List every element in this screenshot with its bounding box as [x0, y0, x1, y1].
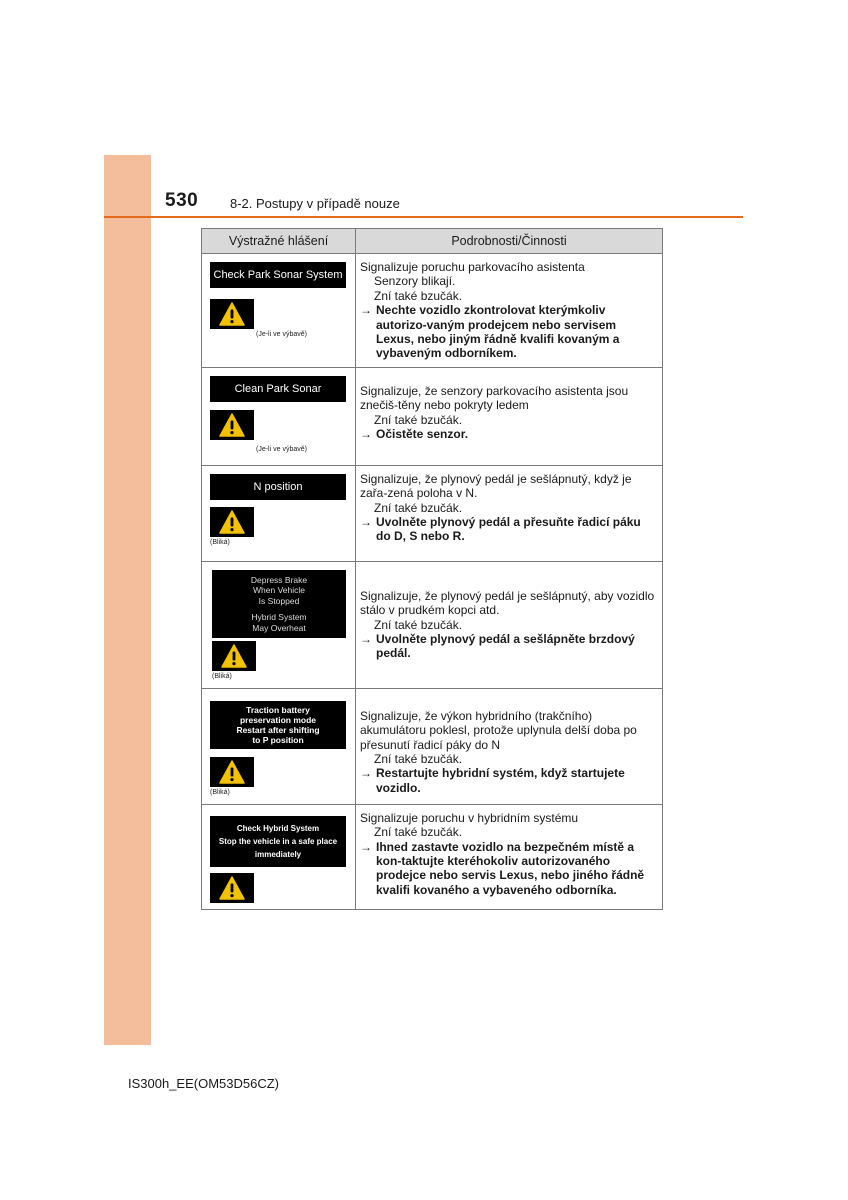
display-screen	[210, 701, 346, 749]
arrow-icon: →	[360, 427, 372, 442]
display-screen	[210, 816, 346, 867]
arrow-icon: →	[360, 303, 372, 318]
details-cell	[356, 367, 663, 465]
blink-note: (Bliká)	[210, 788, 230, 796]
details-cell	[356, 465, 663, 561]
page-number: 530	[165, 190, 199, 211]
description-text: Signalizuje poruchu v hybridním systému	[360, 810, 579, 825]
warning-icon-box	[210, 873, 254, 903]
arrow-icon: →	[360, 839, 372, 854]
action-text	[360, 840, 656, 898]
arrow-icon: →	[360, 632, 372, 647]
indent-text: Zní také bzučák.	[374, 752, 463, 767]
display-screen	[210, 262, 346, 288]
warning-triangle-icon	[219, 760, 245, 784]
table-header-row	[202, 229, 663, 254]
warning-triangle-icon	[221, 644, 247, 668]
warning-triangle-icon	[219, 876, 245, 900]
display-line: May Overheat	[252, 622, 306, 633]
table-row	[202, 367, 663, 465]
description-text: Signalizuje, že senzory parkovacího asistenta jsou znečiš-těny nebo pokryty ledem	[360, 383, 629, 413]
warning-icon-box	[210, 410, 254, 440]
display-line: preservation mode	[239, 714, 317, 725]
display-line: Restart after shifting	[236, 724, 320, 735]
action-text	[360, 515, 656, 544]
warning-icon-box	[210, 507, 254, 537]
display-line: Check Hybrid System	[236, 823, 320, 833]
display-line: When Vehicle	[253, 585, 305, 596]
message-cell	[202, 465, 356, 561]
availability-note: (Je-li ve výbavě)	[256, 445, 307, 453]
description-text: Signalizuje poruchu parkovacího asistenta	[360, 260, 585, 274]
availability-note: (Je-li ve výbavě)	[256, 331, 307, 338]
display-screen	[210, 376, 346, 402]
indent-text: Zní také bzučák.	[374, 500, 463, 515]
header-rule	[104, 216, 743, 218]
display-line: Hybrid System	[251, 612, 307, 623]
message-cell	[202, 367, 356, 465]
details-cell	[356, 254, 663, 368]
indent-text: Zní také bzučák.	[374, 412, 463, 427]
action-text	[360, 427, 656, 441]
action-label: Nechte vozidlo zkontrolovat kterýmkoliv autorizo-vaným prodejcem nebo servisem Lexus, nebo jiným řádně kvalifi kovaným a vybaveným odborníkem.	[376, 303, 620, 361]
description-text: Signalizuje, že plynový pedál je sešlápnutý, aby vozidlo stálo v prudkém kopci atd.	[360, 588, 655, 618]
warning-icon-box	[210, 757, 254, 787]
display-screen	[210, 474, 346, 500]
table-row	[202, 254, 663, 368]
action-text	[360, 303, 656, 361]
display-line: Traction battery	[246, 704, 310, 715]
action-label: Restartujte hybridní systém, když startujete vozidlo.	[376, 766, 625, 795]
details-cell	[356, 688, 663, 804]
warning-icon-box	[212, 641, 256, 671]
display-line: to P position	[252, 734, 304, 745]
display-line: N position	[253, 480, 303, 493]
message-cell	[202, 254, 356, 368]
action-label: Uvolněte plynový pedál a přesuňte řadicí páku do D, S nebo R.	[376, 515, 641, 544]
warning-table	[201, 228, 663, 910]
indent-text: Senzory blikají.	[374, 274, 456, 289]
table-row	[202, 688, 663, 804]
display-line: Stop the vehicle in a safe place	[218, 836, 338, 846]
indent-text: Zní také bzučák.	[374, 288, 463, 303]
indent-text: Zní také bzučák.	[374, 825, 463, 840]
message-cell	[202, 561, 356, 688]
warning-triangle-icon	[219, 510, 245, 534]
message-cell	[202, 804, 356, 909]
indent-text: Zní také bzučák.	[374, 617, 463, 632]
action-label: Očistěte senzor.	[376, 427, 469, 442]
table-row	[202, 465, 663, 561]
display-line: Check Park Sonar System	[213, 269, 343, 281]
display-line: Is Stopped	[258, 595, 300, 606]
description-text: Signalizuje, že plynový pedál je sešlápnutý, když je zařa-zená poloha v N.	[360, 471, 632, 501]
col-header-message: Výstražné hlášení	[202, 229, 356, 254]
details-cell	[356, 804, 663, 909]
arrow-icon: →	[360, 766, 372, 781]
arrow-icon: →	[360, 515, 372, 530]
display-line: Clean Park Sonar	[234, 382, 322, 395]
display-screen	[212, 570, 346, 639]
table-row	[202, 561, 663, 688]
warning-icon-box	[210, 299, 254, 329]
action-label: Uvolněte plynový pedál a sešlápněte brzdový pedál.	[376, 632, 635, 661]
message-cell	[202, 688, 356, 804]
action-text	[360, 766, 656, 795]
section-title: 8-2. Postupy v případě nouze	[230, 196, 400, 211]
document-code: IS300h_EE(OM53D56CZ)	[128, 1076, 280, 1091]
warning-triangle-icon	[219, 413, 245, 437]
description-text: Signalizuje, že výkon hybridního (trakčního) akumulátoru poklesl, protože uplynula delší doba po přesunutí řadicí páky do N	[360, 708, 637, 752]
warning-triangle-icon	[219, 302, 245, 326]
details-cell	[356, 561, 663, 688]
display-line: Depress Brake	[250, 574, 308, 585]
side-band	[104, 155, 151, 1045]
col-header-details: Podrobnosti/Činnosti	[356, 229, 663, 254]
action-label: Ihned zastavte vozidlo na bezpečném místě a kon-taktujte kteréhokoliv autorizovaného prodejce nebo servis Lexus, nebo jiného řádně kvalifi kovaného a vybaveného odborníka.	[376, 839, 645, 897]
display-line: immediately	[254, 849, 302, 859]
action-text	[360, 632, 656, 661]
blink-note: (Bliká)	[210, 538, 230, 546]
table-row	[202, 804, 663, 909]
blink-note: (Bliká)	[212, 673, 232, 681]
